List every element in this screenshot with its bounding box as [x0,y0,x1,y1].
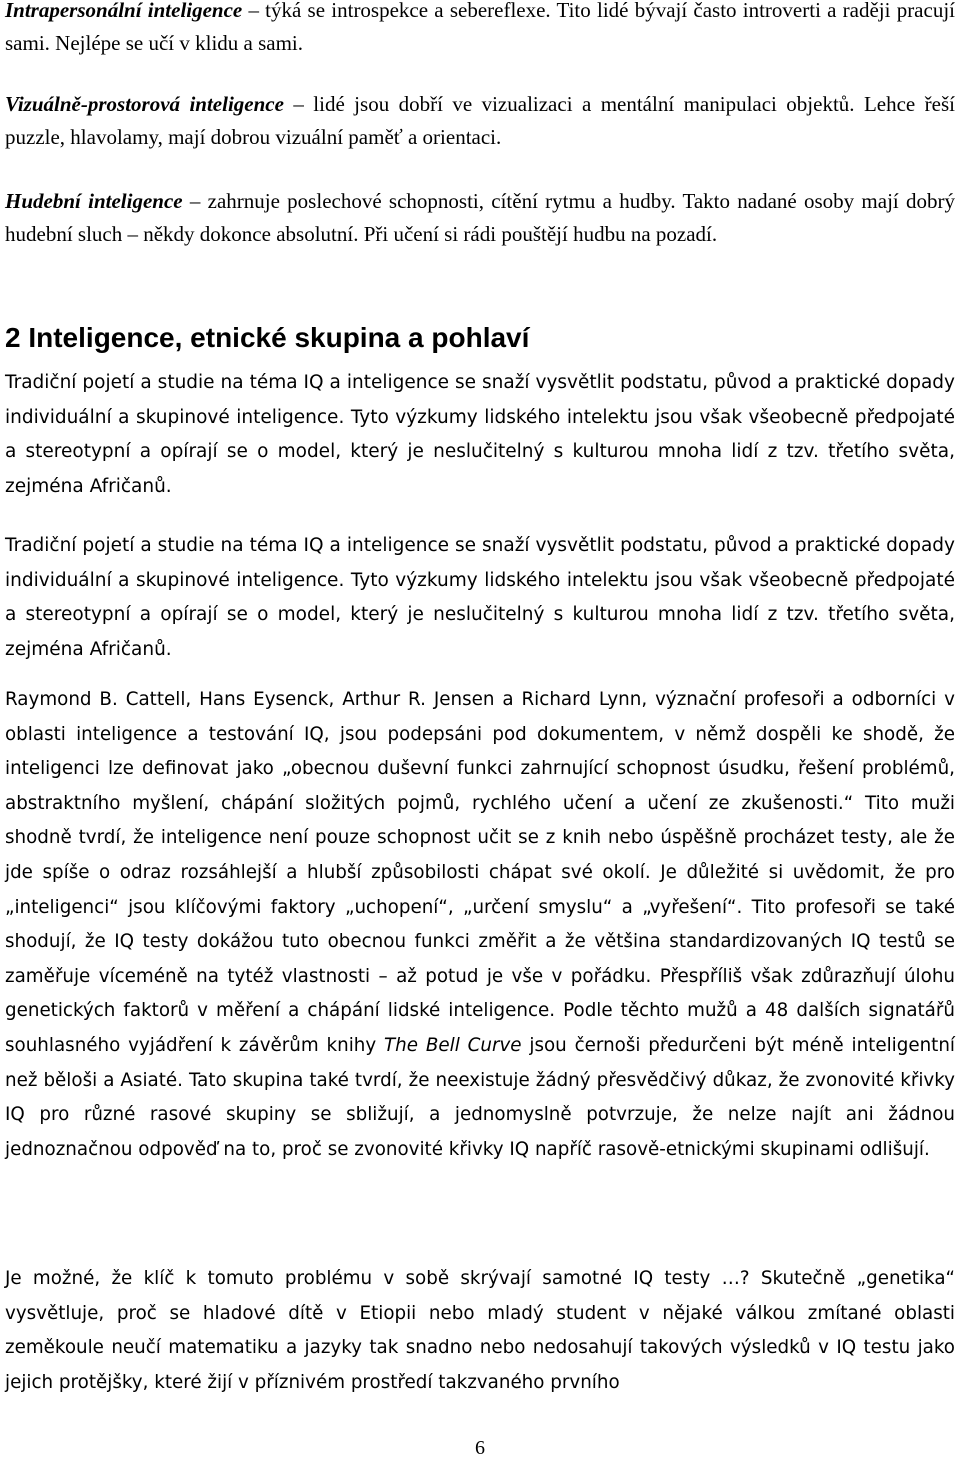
body-paragraph-1: Tradiční pojetí a studie na téma IQ a inteligence se snaží vysvětlit podstatu, původ a praktické dopady individuální a skupinové inteligence. Tyto výzkumy lidského intelektu jsou však všeobecně předpojaté a stereotypní a opírají se o model, který je neslučitelný s kulturou mnoha lidí z tzv. třetího světa, zejména Afričanů. [5,372,955,497]
body-paragraph-4: Je možné, že klíč k tomuto problému v sobě skrývají samotné IQ testy …? Skutečně „genetika“ vysvětluje, proč se hladové dítě v Etiopii nebo mladý student v nějaké válkou zmítané oblasti zeměkoule neučí matematiku a jazyky tak snadno nebo nedosahují takových výsledků v IQ testu jako jejich protějšky, které žijí v příznivém prostředí takzvaného prvního [5,1268,955,1393]
musical-text: – zahrnuje poslechové schopnosti, cítění rytmu a hudby. Takto nadané osoby mají dobrý hudební sluch – někdy dokonce absolutní. Při učení si rádi pouštějí hudbu na pozadí. [5,189,955,246]
musical-term: Hudební inteligence [5,189,183,213]
visual-paragraph [5,88,955,154]
intrapersonal-term: Intrapersonální inteligence [5,0,243,22]
section-heading: 2 Inteligence, etnické skupina a pohlaví [5,322,530,353]
body-paragraph-3-after: jsou černoši předurčeni být méně inteligentní než běloši a Asiaté. Tato skupina také tvrdí, že neexistuje žádný přesvědčivý důkaz, že zvonovité křivky IQ pro různé rasové skupiny se sbližují, a jednomyslně potvrzuje, že nelze najít ani žádnou jednoznačnou odpověď na to, proč se zvonovité křivky IQ napříč rasově-etnickými skupinami odlišují. [5,1034,955,1160]
body-paragraph-3-before: Raymond B. Cattell, Hans Eysenck, Arthur R. Jensen a Richard Lynn, význační profesoři a odborníci v oblasti inteligence a testování IQ, jsou podepsáni pod dokumentem, v němž dospěli ke shodě, že inteligenci lze definovat jako „obecnou duševní funkci zahrnující schopnost úsudku, řešení problémů, abstraktního myšlení, chápání složitých pojmů, rychlého učení a učení ze zkušenosti.“ Tito muži shodně tvrdí, že inteligence není pouze schopnost učit se z knih nebo úspěšně procházet testy, ale že jde spíše o odraz rozsáhlejší a hlubší způsobilosti chápat své okolí. Je důležité si uvědomit, že pro „inteligenci“ jsou klíčovými faktory „uchopení“, „určení smyslu“ a „vyřešení“. Tito profesoři se také shodují, že IQ testy dokážou tuto obecnou funkci změřit a že většina standardizovaných IQ testů se zaměřuje víceméně na tytéž vlastnosti – až potud je vše v pořádku. Přespříliš však zdůrazňují úlohu genetických faktorů v měření a chápání lidské inteligence. Podle těchto mužů a 48 dalších signatářů souhlasného vyjádření k závěrům knihy [5,689,955,1056]
book-title: The Bell Curve [384,1034,522,1056]
visual-term: Vizuálně-prostorová inteligence [5,92,284,116]
page-number: 6 [475,1437,485,1459]
body-paragraph-2: Tradiční pojetí a studie na téma IQ a inteligence se snaží vysvětlit podstatu, původ a praktické dopady individuální a skupinové inteligence. Tyto výzkumy lidského intelektu jsou však všeobecně předpojaté a stereotypní a opírají se o model, který je neslučitelný s kulturou mnoha lidí z tzv. třetího světa, zejména Afričanů. [5,535,955,660]
intrapersonal-paragraph [5,0,955,60]
visual-text: – lidé jsou dobří ve vizualizaci a mentální manipulaci objektů. Lehce řeší puzzle, hlavolamy, mají dobrou vizuální paměť a orientaci. [5,92,955,149]
body-paragraph-3 [5,683,955,1167]
intrapersonal-text: – týká se introspekce a sebereflexe. Tito lidé bývají často introverti a raději pracují sami. Nejlépe se učí v klidu a sami. [5,0,955,55]
musical-paragraph [5,185,955,251]
